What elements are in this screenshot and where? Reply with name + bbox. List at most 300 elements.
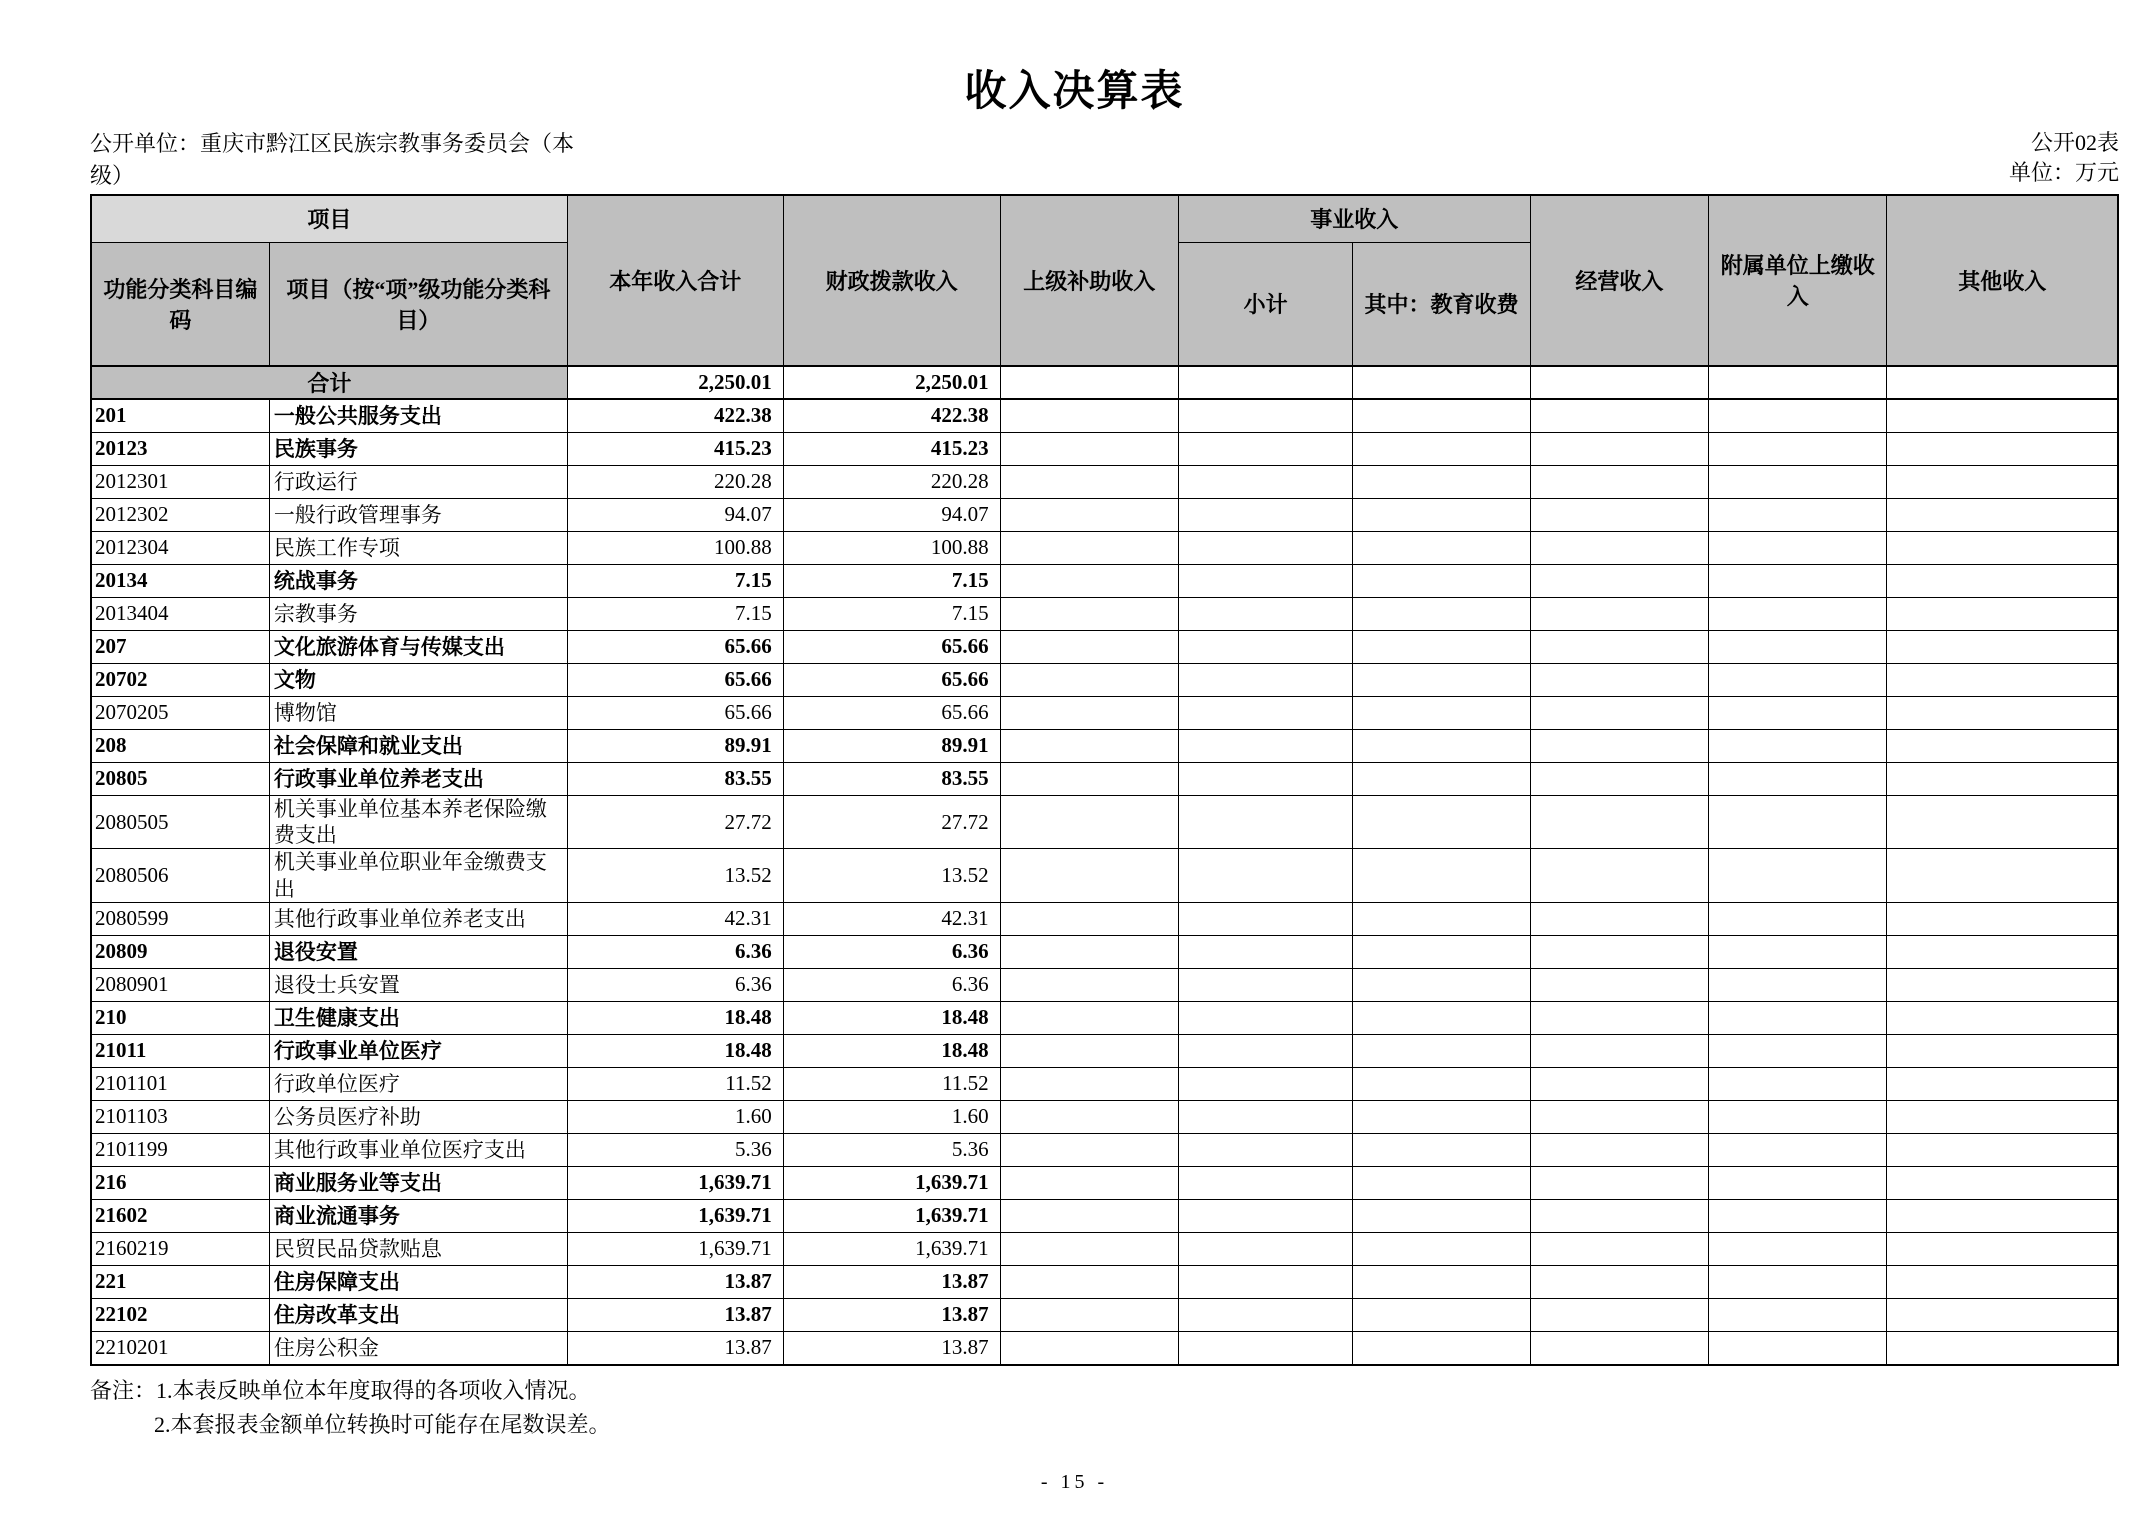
cell-other [1887,1166,2118,1199]
cell-superior [1000,795,1178,849]
cell-year-total: 11.52 [567,1067,783,1100]
header-education: 其中：教育收费 [1353,242,1530,366]
cell-code: 201 [91,399,269,433]
cell-operating [1530,1100,1708,1133]
meta-row [90,128,2119,192]
cell-subtotal [1178,902,1352,935]
total-fiscal: 2,250.01 [783,366,1000,399]
cell-fiscal: 27.72 [783,795,1000,849]
cell-education [1353,762,1530,795]
table-row [91,795,2118,849]
cell-year-total: 422.38 [567,399,783,433]
cell-operating [1530,902,1708,935]
header-row-1 [91,195,2118,243]
header-name: 项目（按“项”级功能分类科目） [269,242,567,366]
cell-name: 住房保障支出 [269,1265,567,1298]
cell-superior [1000,696,1178,729]
table-row [91,968,2118,1001]
cell-superior [1000,1001,1178,1034]
cell-year-total: 1,639.71 [567,1166,783,1199]
cell-name: 宗教事务 [269,597,567,630]
meta-right [2009,128,2119,187]
cell-superior [1000,849,1178,903]
cell-other [1887,1100,2118,1133]
cell-subtotal [1178,696,1352,729]
cell-fiscal: 13.52 [783,849,1000,903]
cell-code: 2101199 [91,1133,269,1166]
cell-operating [1530,1166,1708,1199]
cell-other [1887,399,2118,433]
cell-code: 20702 [91,663,269,696]
cell-subtotal [1178,1199,1352,1232]
note-line: 备注：1.本表反映单位本年度取得的各项收入情况。 [90,1377,591,1403]
cell-name: 民贸民品贷款贴息 [269,1232,567,1265]
cell-year-total: 94.07 [567,498,783,531]
table-row [91,1034,2118,1067]
cell-name: 文化旅游体育与传媒支出 [269,630,567,663]
table-row [91,849,2118,903]
cell-education [1353,729,1530,762]
cell-affiliated [1709,902,1887,935]
total-affiliated [1709,366,1887,399]
total-education [1353,366,1530,399]
cell-subtotal [1178,1232,1352,1265]
cell-superior [1000,968,1178,1001]
cell-other [1887,1133,2118,1166]
header-fiscal: 财政拨款收入 [783,195,1000,366]
cell-fiscal: 65.66 [783,663,1000,696]
cell-code: 21011 [91,1034,269,1067]
table-row [91,465,2118,498]
cell-operating [1530,1265,1708,1298]
cell-education [1353,498,1530,531]
header-subtotal: 小计 [1178,242,1352,366]
cell-year-total: 7.15 [567,597,783,630]
cell-other [1887,498,2118,531]
cell-education [1353,630,1530,663]
cell-fiscal: 83.55 [783,762,1000,795]
cell-education [1353,902,1530,935]
cell-affiliated [1709,1067,1887,1100]
cell-other [1887,564,2118,597]
cell-superior [1000,630,1178,663]
cell-affiliated [1709,663,1887,696]
cell-name: 文物 [269,663,567,696]
cell-fiscal: 94.07 [783,498,1000,531]
total-operating [1530,366,1708,399]
cell-other [1887,465,2118,498]
notes [90,1374,2149,1442]
table-row [91,1331,2118,1365]
cell-name: 商业流通事务 [269,1199,567,1232]
cell-operating [1530,1199,1708,1232]
cell-fiscal: 6.36 [783,968,1000,1001]
cell-affiliated [1709,465,1887,498]
cell-superior [1000,663,1178,696]
cell-fiscal: 65.66 [783,696,1000,729]
cell-affiliated [1709,630,1887,663]
cell-education [1353,795,1530,849]
cell-code: 2080505 [91,795,269,849]
cell-fiscal: 13.87 [783,1298,1000,1331]
cell-superior [1000,1232,1178,1265]
cell-name: 其他行政事业单位养老支出 [269,902,567,935]
cell-superior [1000,564,1178,597]
cell-affiliated [1709,1166,1887,1199]
header-superior: 上级补助收入 [1000,195,1178,366]
cell-other [1887,1199,2118,1232]
cell-year-total: 220.28 [567,465,783,498]
cell-operating [1530,1034,1708,1067]
cell-subtotal [1178,1133,1352,1166]
cell-code: 210 [91,1001,269,1034]
cell-code: 208 [91,729,269,762]
cell-education [1353,432,1530,465]
cell-code: 207 [91,630,269,663]
cell-education [1353,465,1530,498]
cell-code: 2101101 [91,1067,269,1100]
cell-code: 2080599 [91,902,269,935]
cell-superior [1000,762,1178,795]
cell-code: 20809 [91,935,269,968]
cell-education [1353,1265,1530,1298]
cell-subtotal [1178,531,1352,564]
cell-name: 商业服务业等支出 [269,1166,567,1199]
header-year-total: 本年收入合计 [567,195,783,366]
total-year-total: 2,250.01 [567,366,783,399]
table-row [91,1298,2118,1331]
cell-year-total: 89.91 [567,729,783,762]
cell-fiscal: 220.28 [783,465,1000,498]
cell-name: 住房公积金 [269,1331,567,1365]
cell-education [1353,1331,1530,1365]
cell-other [1887,968,2118,1001]
table-row [91,630,2118,663]
cell-affiliated [1709,1034,1887,1067]
cell-other [1887,1298,2118,1331]
cell-superior [1000,729,1178,762]
cell-education [1353,696,1530,729]
cell-superior [1000,1265,1178,1298]
cell-code: 20805 [91,762,269,795]
cell-code: 22102 [91,1298,269,1331]
cell-name: 行政运行 [269,465,567,498]
table-row [91,498,2118,531]
cell-affiliated [1709,1331,1887,1365]
cell-other [1887,630,2118,663]
header-business-group: 事业收入 [1178,195,1530,243]
cell-name: 退役安置 [269,935,567,968]
table-row [91,696,2118,729]
cell-code: 221 [91,1265,269,1298]
cell-subtotal [1178,795,1352,849]
cell-subtotal [1178,597,1352,630]
cell-fiscal: 13.87 [783,1331,1000,1365]
cell-code: 2080901 [91,968,269,1001]
cell-name: 卫生健康支出 [269,1001,567,1034]
table-row [91,1166,2118,1199]
cell-affiliated [1709,935,1887,968]
cell-subtotal [1178,762,1352,795]
cell-year-total: 6.36 [567,935,783,968]
cell-education [1353,1067,1530,1100]
cell-superior [1000,1331,1178,1365]
table-body [91,366,2118,1365]
cell-code: 2013404 [91,597,269,630]
cell-code: 2070205 [91,696,269,729]
table-row [91,564,2118,597]
cell-other [1887,1034,2118,1067]
cell-code: 2160219 [91,1232,269,1265]
cell-operating [1530,795,1708,849]
table-row [91,1100,2118,1133]
cell-fiscal: 18.48 [783,1001,1000,1034]
cell-subtotal [1178,498,1352,531]
cell-education [1353,399,1530,433]
cell-name: 博物馆 [269,696,567,729]
cell-subtotal [1178,1067,1352,1100]
cell-superior [1000,399,1178,433]
note-line: 2.本套报表金额单位转换时可能存在尾数误差。 [154,1411,611,1437]
cell-year-total: 18.48 [567,1034,783,1067]
cell-education [1353,1100,1530,1133]
total-row [91,366,2118,399]
cell-superior [1000,1199,1178,1232]
table-row [91,1067,2118,1100]
cell-other [1887,849,2118,903]
cell-subtotal [1178,1100,1352,1133]
cell-education [1353,1133,1530,1166]
cell-affiliated [1709,696,1887,729]
cell-year-total: 83.55 [567,762,783,795]
cell-code: 2210201 [91,1331,269,1365]
cell-affiliated [1709,399,1887,433]
cell-code: 20134 [91,564,269,597]
cell-name: 一般公共服务支出 [269,399,567,433]
cell-affiliated [1709,1298,1887,1331]
cell-education [1353,597,1530,630]
cell-education [1353,1298,1530,1331]
cell-education [1353,935,1530,968]
cell-superior [1000,1067,1178,1100]
cell-code: 2012301 [91,465,269,498]
cell-fiscal: 5.36 [783,1133,1000,1166]
cell-subtotal [1178,663,1352,696]
cell-education [1353,968,1530,1001]
cell-operating [1530,663,1708,696]
cell-affiliated [1709,729,1887,762]
cell-subtotal [1178,729,1352,762]
header-operating: 经营收入 [1530,195,1708,366]
cell-year-total: 13.87 [567,1265,783,1298]
cell-other [1887,902,2118,935]
cell-affiliated [1709,432,1887,465]
page-number: - 15 - [1040,1471,1109,1493]
cell-operating [1530,597,1708,630]
cell-other [1887,1001,2118,1034]
cell-year-total: 5.36 [567,1133,783,1166]
cell-fiscal: 7.15 [783,597,1000,630]
cell-fiscal: 42.31 [783,902,1000,935]
total-superior [1000,366,1178,399]
table-row [91,1232,2118,1265]
cell-education [1353,1166,1530,1199]
cell-year-total: 65.66 [567,696,783,729]
cell-name: 民族事务 [269,432,567,465]
cell-operating [1530,630,1708,663]
cell-operating [1530,935,1708,968]
cell-education [1353,1034,1530,1067]
cell-other [1887,696,2118,729]
cell-fiscal: 65.66 [783,630,1000,663]
table-row [91,1199,2118,1232]
cell-other [1887,597,2118,630]
cell-name: 行政事业单位医疗 [269,1034,567,1067]
cell-fiscal: 1,639.71 [783,1232,1000,1265]
cell-fiscal: 422.38 [783,399,1000,433]
cell-subtotal [1178,1265,1352,1298]
page-title: 收入决算表 [964,69,1185,115]
cell-affiliated [1709,1133,1887,1166]
cell-year-total: 100.88 [567,531,783,564]
cell-fiscal: 11.52 [783,1067,1000,1100]
cell-affiliated [1709,1232,1887,1265]
header-project-group: 项目 [91,195,567,243]
cell-fiscal: 7.15 [783,564,1000,597]
cell-operating [1530,1331,1708,1365]
table-code-label: 公开02表 [2030,130,2119,155]
cell-operating [1530,465,1708,498]
cell-education [1353,1232,1530,1265]
cell-operating [1530,1232,1708,1265]
income-table [90,194,2119,1366]
cell-other [1887,1331,2118,1365]
cell-affiliated [1709,1199,1887,1232]
cell-education [1353,564,1530,597]
cell-year-total: 415.23 [567,432,783,465]
header-code: 功能分类科目编码 [91,242,269,366]
table-row [91,531,2118,564]
cell-operating [1530,1298,1708,1331]
cell-education [1353,663,1530,696]
total-other [1887,366,2118,399]
cell-affiliated [1709,762,1887,795]
cell-operating [1530,762,1708,795]
cell-other [1887,1265,2118,1298]
cell-subtotal [1178,1166,1352,1199]
cell-name: 住房改革支出 [269,1298,567,1331]
cell-year-total: 13.87 [567,1298,783,1331]
cell-operating [1530,1067,1708,1100]
cell-name: 机关事业单位基本养老保险缴费支出 [269,795,567,849]
cell-affiliated [1709,1265,1887,1298]
cell-superior [1000,531,1178,564]
cell-operating [1530,498,1708,531]
cell-superior [1000,465,1178,498]
table-row [91,663,2118,696]
cell-code: 2080506 [91,849,269,903]
cell-name: 统战事务 [269,564,567,597]
cell-other [1887,762,2118,795]
cell-education [1353,1199,1530,1232]
cell-superior [1000,1034,1178,1067]
cell-year-total: 6.36 [567,968,783,1001]
cell-name: 其他行政事业单位医疗支出 [269,1133,567,1166]
cell-year-total: 1,639.71 [567,1199,783,1232]
cell-superior [1000,902,1178,935]
cell-superior [1000,1166,1178,1199]
cell-subtotal [1178,564,1352,597]
table-row [91,762,2118,795]
cell-superior [1000,432,1178,465]
cell-other [1887,531,2118,564]
cell-superior [1000,1298,1178,1331]
cell-fiscal: 1,639.71 [783,1199,1000,1232]
cell-year-total: 13.87 [567,1331,783,1365]
cell-other [1887,1232,2118,1265]
cell-subtotal [1178,432,1352,465]
cell-name: 一般行政管理事务 [269,498,567,531]
table-row [91,1001,2118,1034]
table-row [91,729,2118,762]
cell-other [1887,795,2118,849]
cell-affiliated [1709,968,1887,1001]
cell-operating [1530,696,1708,729]
cell-operating [1530,399,1708,433]
cell-year-total: 1.60 [567,1100,783,1133]
cell-name: 行政事业单位养老支出 [269,762,567,795]
cell-year-total: 18.48 [567,1001,783,1034]
cell-subtotal [1178,1298,1352,1331]
cell-affiliated [1709,849,1887,903]
cell-affiliated [1709,597,1887,630]
cell-year-total: 42.31 [567,902,783,935]
cell-education [1353,1001,1530,1034]
cell-code: 2012304 [91,531,269,564]
header-affiliated: 附属单位上缴收入 [1709,195,1887,366]
cell-superior [1000,1133,1178,1166]
cell-name: 社会保障和就业支出 [269,729,567,762]
cell-operating [1530,849,1708,903]
cell-subtotal [1178,1331,1352,1365]
cell-year-total: 65.66 [567,630,783,663]
cell-fiscal: 1,639.71 [783,1166,1000,1199]
cell-affiliated [1709,795,1887,849]
cell-year-total: 65.66 [567,663,783,696]
cell-fiscal: 415.23 [783,432,1000,465]
cell-subtotal [1178,1001,1352,1034]
cell-fiscal: 6.36 [783,935,1000,968]
cell-code: 2012302 [91,498,269,531]
cell-fiscal: 100.88 [783,531,1000,564]
header-other: 其他收入 [1887,195,2118,366]
total-subtotal [1178,366,1352,399]
cell-other [1887,729,2118,762]
cell-education [1353,531,1530,564]
cell-superior [1000,935,1178,968]
cell-operating [1530,564,1708,597]
cell-year-total: 1,639.71 [567,1232,783,1265]
table-row [91,1265,2118,1298]
cell-year-total: 13.52 [567,849,783,903]
table-row [91,597,2118,630]
cell-superior [1000,597,1178,630]
publisher-label: 公开单位：重庆市黔江区民族宗教事务委员会（本级） [90,131,575,188]
cell-other [1887,935,2118,968]
cell-subtotal [1178,968,1352,1001]
cell-year-total: 27.72 [567,795,783,849]
cell-operating [1530,432,1708,465]
